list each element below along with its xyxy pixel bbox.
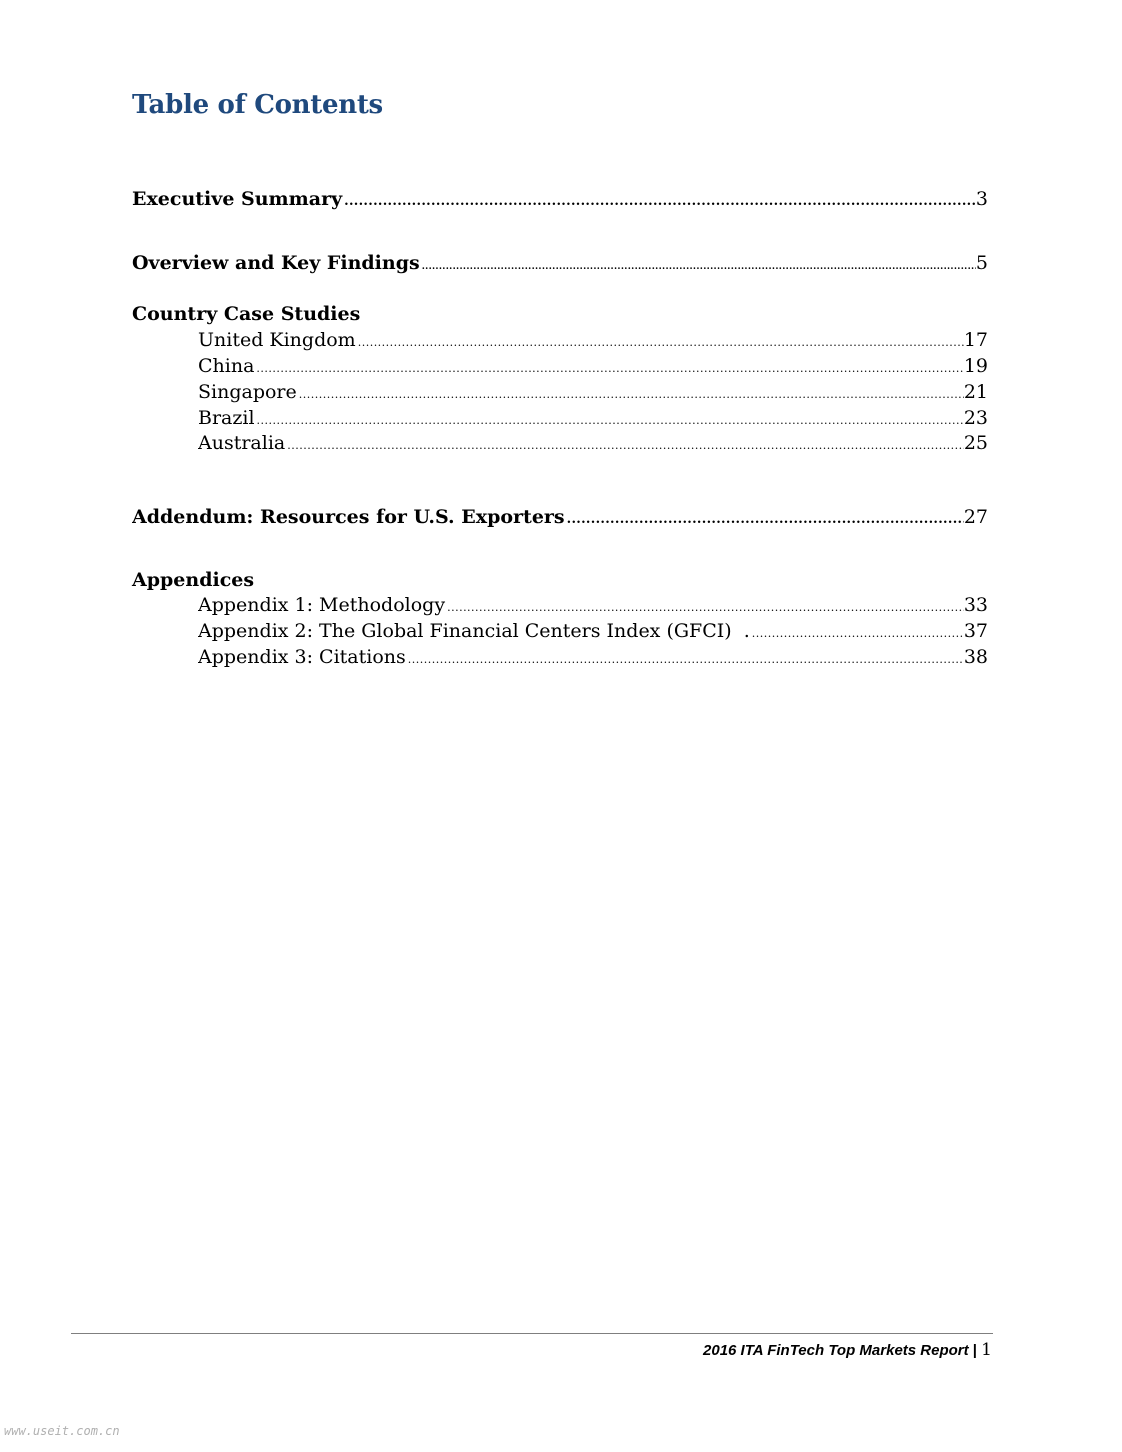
dot-leader	[297, 383, 964, 407]
page-footer	[703, 1340, 992, 1360]
toc-entry-appendix-1[interactable]	[198, 593, 988, 620]
toc-entry-united-kingdom[interactable]	[198, 328, 988, 355]
toc-entry-page: 33	[963, 594, 988, 616]
toc-entry-page: 5	[975, 252, 988, 274]
watermark: www.useit.com.cn	[4, 1424, 120, 1438]
dot-leader	[255, 409, 964, 433]
toc-entry-label: Appendix 2: The Global Financial Centers Index (GFCI) .	[198, 620, 750, 642]
page-title: Table of Contents	[132, 90, 383, 120]
toc-entry-label: Appendix 1: Methodology	[198, 594, 446, 616]
toc-entry-label: Overview and Key Findings	[132, 252, 420, 274]
toc-entry-label: Addendum: Resources for U.S. Exporters	[132, 506, 565, 528]
toc-entry-page: 23	[963, 407, 988, 429]
toc-entry-label: Appendix 3: Citations	[198, 646, 406, 668]
dot-leader	[750, 622, 964, 646]
toc-entry-brazil[interactable]	[198, 406, 988, 433]
toc-entry-page: 25	[963, 432, 988, 454]
toc-entry-page: 38	[963, 646, 988, 668]
toc-entry-label: United Kingdom	[198, 329, 356, 351]
toc-entry-australia[interactable]	[198, 431, 988, 458]
toc-entry-label: China	[198, 355, 255, 377]
toc-entry-china[interactable]	[198, 354, 988, 381]
toc-entry-page: 27	[963, 506, 988, 528]
dot-leader	[406, 648, 964, 672]
toc-entry-page: 19	[963, 355, 988, 377]
toc-entry-appendix-2[interactable]	[198, 619, 988, 646]
toc-entry-appendix-3[interactable]	[198, 645, 988, 672]
toc-entry-executive-summary[interactable]	[132, 187, 988, 214]
toc-entry-label: Australia	[198, 432, 286, 454]
footer-divider	[71, 1333, 993, 1334]
footer-report-title: 2016 ITA FinTech Top Markets Report	[703, 1342, 969, 1359]
dot-leader	[565, 508, 964, 532]
footer-page-number: 1	[981, 1340, 992, 1360]
section-heading-country-case-studies: Country Case Studies	[132, 303, 361, 325]
dot-leader	[285, 434, 964, 458]
toc-entry-label: Singapore	[198, 381, 297, 403]
footer-separator: |	[972, 1342, 977, 1359]
dot-leader	[445, 596, 964, 620]
toc-entry-overview[interactable]	[132, 251, 988, 279]
toc-entry-label: Brazil	[198, 407, 255, 429]
toc-entry-page: 21	[963, 381, 988, 403]
toc-entry-page: 3	[975, 188, 988, 210]
toc-entry-page: 37	[963, 620, 988, 642]
dot-leader	[254, 357, 963, 381]
toc-entry-addendum[interactable]	[132, 505, 988, 532]
dot-leader	[356, 331, 964, 355]
toc-entry-label: Executive Summary	[132, 188, 343, 210]
toc-entry-singapore[interactable]	[198, 380, 988, 407]
dot-leader	[342, 190, 976, 214]
toc-entry-page: 17	[963, 329, 988, 351]
dot-leader	[420, 255, 976, 279]
section-heading-appendices: Appendices	[132, 569, 255, 591]
